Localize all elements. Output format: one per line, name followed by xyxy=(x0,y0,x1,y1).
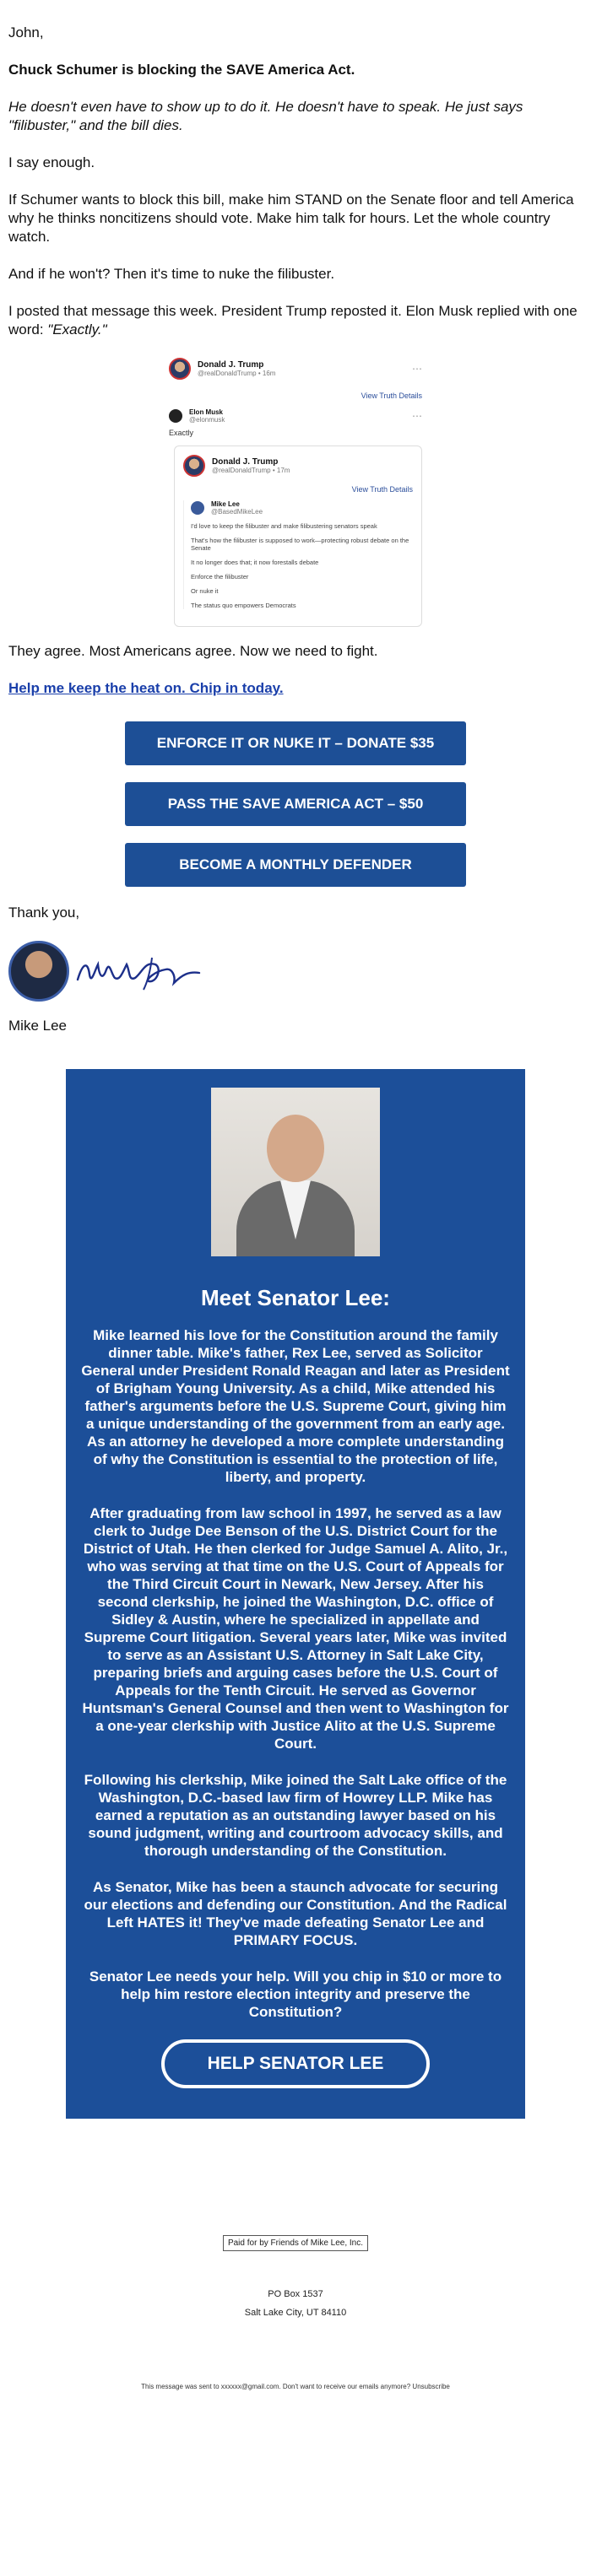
musk-reply: Exactly xyxy=(169,429,194,437)
quoted-truth xyxy=(174,446,422,627)
donate-50-button[interactable]: PASS THE SAVE AMERICA ACT – $50 xyxy=(125,782,466,826)
address xyxy=(8,2285,583,2322)
trump-name: Donald J. Trump xyxy=(198,360,264,370)
about-senator-panel xyxy=(66,1069,525,2119)
lee-line: Or nuke it xyxy=(191,587,219,595)
trump-handle: @realDonaldTrump • 16m xyxy=(198,370,276,377)
musk-name: Elon Musk xyxy=(189,408,224,416)
panel-paragraph-5: Senator Lee needs your help. Will you chip in $10 or more to help him restore election integrity and preserve the Constitution? xyxy=(89,1968,502,2020)
posted-text: I posted that message this week. President Trump reposted it. Elon Musk replied with one word: xyxy=(8,303,577,338)
paid-by-box: Paid for by Friends of Mike Lee, Inc. xyxy=(223,2235,368,2251)
lee-line: The status quo empowers Democrats xyxy=(191,602,296,609)
signature-image xyxy=(74,946,209,996)
musk-header xyxy=(169,408,422,424)
quote-view-truth-details-link[interactable]: View Truth Details xyxy=(351,485,413,494)
lee-line: It no longer does that; it now forestalls debate xyxy=(191,559,319,566)
posted-quote: "Exactly." xyxy=(47,321,107,338)
panel-title: Meet Senator Lee: xyxy=(201,1285,390,1310)
thanks: Thank you, xyxy=(8,905,80,921)
monthly-defender-button[interactable]: BECOME A MONTHLY DEFENDER xyxy=(125,843,466,887)
more-icon: ⋯ xyxy=(412,410,422,422)
quote-trump-name: Donald J. Trump xyxy=(212,457,279,467)
greeting: John, xyxy=(8,24,44,41)
quote-trump-handle: @realDonaldTrump • 17m xyxy=(212,467,290,474)
lee-line: Enforce the filibuster xyxy=(191,573,249,581)
signature-block xyxy=(8,941,583,1002)
lee-name: Mike Lee xyxy=(211,500,240,508)
paragraph-stand: If Schumer wants to block this bill, make him STAND on the Senate floor and tell America why he thinks noncitizens should vote. Make him talk for hours. Let the whole country watch. xyxy=(8,192,574,245)
more-icon: ⋯ xyxy=(412,363,422,375)
unsubscribe-text[interactable]: This message was sent to xxxxxx@gmail.com. Don't want to receive our emails anymore? Unsubscribe xyxy=(141,2383,450,2390)
panel-paragraph-4: As Senator, Mike has been a staunch advocate for securing our elections and defending our Constitution. And the Radical Left HATES it! They've made defeating Senator Lee and PRIMARY FOCUS. xyxy=(84,1879,507,1948)
lee-line: That's how the filibuster is supposed to work—protecting robust debate on the Senate xyxy=(191,537,409,552)
headline: Chuck Schumer is blocking the SAVE America Act. xyxy=(8,62,355,78)
trump-header xyxy=(169,358,422,380)
paragraph-enough: I say enough. xyxy=(8,154,95,170)
city: Salt Lake City, UT 84110 xyxy=(244,2308,347,2318)
panel-paragraph-3: Following his clerkship, Mike joined the Salt Lake office of the Washington, D.C.-based law firm of Howrey LLP. Mike has earned a reputation as an outstanding lawyer based on his sound judgment, writing and courtroom advocacy skills, and thorough understanding of the Constitution. xyxy=(84,1772,507,1859)
panel-paragraph-2: After graduating from law school in 1997, he served as a law clerk to Judge Dee Benson of the U.S. District Court for the District of Utah. He then clerked for Judge Samuel A. Alito, Jr., who was serving at that time on the U.S. Court of Appeals for the Third Circuit Court in Newark, New Jersey. After his second clerkship, he joined the Washington, D.C. office of Sidley & Austin, where he specialized in appellate and Supreme Court litigation. Several years later, Mike was invited to serve as an Assistant U.S. Attorney in Salt Lake City, preparing briefs and arguing cases before the U.S. Court of Appeals for the Tenth Circuit. He served as Governor Huntsman's General Counsel and then went to Washington for a one-year clerkship with Justice Alito at the U.S. Supreme Court. xyxy=(82,1505,509,1752)
musk-handle: @elonmusk xyxy=(189,416,225,424)
musk-avatar xyxy=(169,409,182,423)
panel-paragraph-1: Mike learned his love for the Constitution around the family dinner table. Mike's father, Rex Lee, served as Solicitor General under President Ronald Reagan and later as President of Brigham Young University. As a child, Mike attended his father's arguments before the U.S. Supreme Court, giving him a unique understanding of the government from an early age. As an attorney he developed a more complete understanding of why the Constitution is essential to the protection of life, liberty, and property. xyxy=(81,1327,510,1485)
italic-paragraph: He doesn't even have to show up to do it. He doesn't have to speak. He just says "filibuster," and the bill dies. xyxy=(8,99,523,133)
paragraph-agree: They agree. Most Americans agree. Now we need to fight. xyxy=(8,643,378,659)
donate-35-button[interactable]: ENFORCE IT OR NUKE IT – DONATE $35 xyxy=(125,721,466,765)
avatar xyxy=(8,941,69,1002)
lee-avatar xyxy=(191,501,204,515)
lee-line: I'd love to keep the filibuster and make filibustering senators speak xyxy=(191,522,377,530)
paragraph-posted xyxy=(8,302,583,339)
tweet-screenshot xyxy=(169,358,422,627)
trump-avatar xyxy=(183,455,205,477)
help-senator-lee-button[interactable]: HELP SENATOR LEE xyxy=(161,2039,430,2088)
lee-handle: @BasedMikeLee xyxy=(211,508,263,516)
trump-avatar xyxy=(169,358,191,380)
chip-in-link[interactable]: Help me keep the heat on. Chip in today. xyxy=(8,680,284,696)
footer xyxy=(8,2119,583,2390)
signature-name: Mike Lee xyxy=(8,1018,67,1034)
senator-portrait xyxy=(211,1088,380,1256)
po-box: PO Box 1537 xyxy=(268,2289,323,2299)
lee-post xyxy=(183,500,413,609)
paragraph-nuke: And if he won't? Then it's time to nuke the filibuster. xyxy=(8,266,335,282)
view-truth-details-link[interactable]: View Truth Details xyxy=(361,392,422,400)
